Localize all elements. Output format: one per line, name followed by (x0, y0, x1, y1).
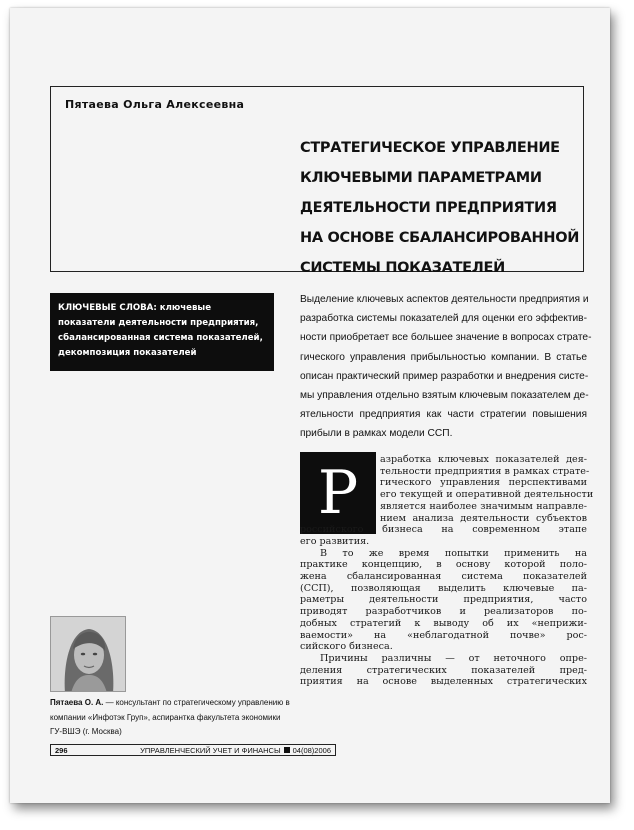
author-name: Пятаева Ольга Алексеевна (65, 98, 245, 111)
title-line: ДЕЯТЕЛЬНОСТИ ПРЕДПРИЯТИЯ (300, 200, 557, 216)
author-portrait-icon (51, 617, 126, 692)
drop-cap: Р (300, 452, 376, 534)
body-line: его развития. (300, 535, 370, 547)
body-line: деления стратегических показателей пред- (300, 664, 587, 676)
abstract-line: гического управления прибыльностью компании. В статье (300, 351, 587, 363)
author-caption (50, 696, 290, 740)
title-line: КЛЮЧЕВЫМИ ПАРАМЕТРАМИ (300, 170, 542, 186)
keywords-text: ключевые показатели деятельности предприятия, сбалансированная система показателей, декомпозиция показателей (58, 303, 263, 358)
title-line: СИСТЕМЫ ПОКАЗАТЕЛЕЙ (300, 260, 505, 276)
body-line: сийского бизнеса. (300, 641, 393, 653)
abstract-line: ности приобретает все большее значение в вопросах страте- (300, 332, 592, 344)
body-line: приводят разработчиков и реализаторов по- (300, 606, 587, 618)
body-line: тельности предприятия в рамках страте- (380, 465, 590, 477)
abstract-line: мы управления отдельно взятым ключевым показателем де- (300, 390, 589, 402)
body-line: В то же время попытки применить на (320, 547, 587, 559)
body-line: приятия на основе выделенных стратегических (300, 676, 587, 688)
body-line: российского бизнеса на современном этапе (300, 524, 587, 536)
abstract-line: прибыли в рамках модели ССП. (300, 428, 453, 440)
body-line: практике концепцию, в основу которой поло- (300, 559, 587, 571)
body-line: нием анализа деятельности субъектов (380, 512, 587, 524)
page-footer (50, 744, 336, 756)
article-title (300, 133, 580, 283)
body-line: (ССП), позволяющая выделить ключевые па- (300, 582, 587, 594)
abstract-line: ятельности предприятия как части стратегии повышения (300, 409, 587, 421)
caption-name: Пятаева О. А. (50, 698, 104, 707)
abstract-line: Выделение ключевых аспектов деятельности предприятия и (300, 294, 589, 305)
keywords-box (50, 293, 274, 371)
keywords-label: КЛЮЧЕВЫЕ СЛОВА: (58, 303, 157, 313)
journal-name: УПРАВЛЕНЧЕСКИЙ УЧЕТ И ФИНАНСЫ (140, 745, 281, 755)
body-line: гического управления перспективами (380, 477, 587, 489)
body-line: является наиболее значимым направле- (380, 500, 587, 512)
title-line: СТРАТЕГИЧЕСКОЕ УПРАВЛЕНИЕ (300, 140, 560, 156)
body-line: Причины различны — от неточного опре- (320, 652, 587, 664)
body-line: раметры деятельности предприятия, часто (300, 594, 587, 606)
body-line: ваемости» на «неблагодатной почве» рос- (300, 629, 587, 641)
author-photo (50, 616, 126, 692)
journal-page (10, 8, 610, 803)
title-line: НА ОСНОВЕ СБАЛАНСИРОВАННОЙ (300, 230, 580, 246)
caption-text: — консультант по стратегическому управлению в компании «Инфотэк Груп», аспирантка факультета экономики ГУ-ВШЭ (г. Москва) (50, 698, 290, 736)
body-line: добных стратегий к выводу об их «неприжи- (300, 617, 587, 629)
body-line: азработка ключевых показателей дея- (380, 454, 587, 465)
square-bullet-icon (284, 747, 290, 753)
abstract-line: разработка системы показателей для оценки его эффектив- (300, 313, 587, 325)
body-line: его текущей и оперативной деятельности (380, 489, 594, 501)
abstract-line: описан практический пример разработки и внедрения систе- (300, 370, 589, 382)
journal-issue: 04(08)2006 (292, 745, 331, 755)
abstract (300, 290, 592, 444)
article-body (300, 454, 594, 688)
page-number: 296 (55, 745, 68, 755)
body-line: жена сбалансированная система показателей (300, 571, 587, 583)
journal-info (140, 746, 331, 755)
